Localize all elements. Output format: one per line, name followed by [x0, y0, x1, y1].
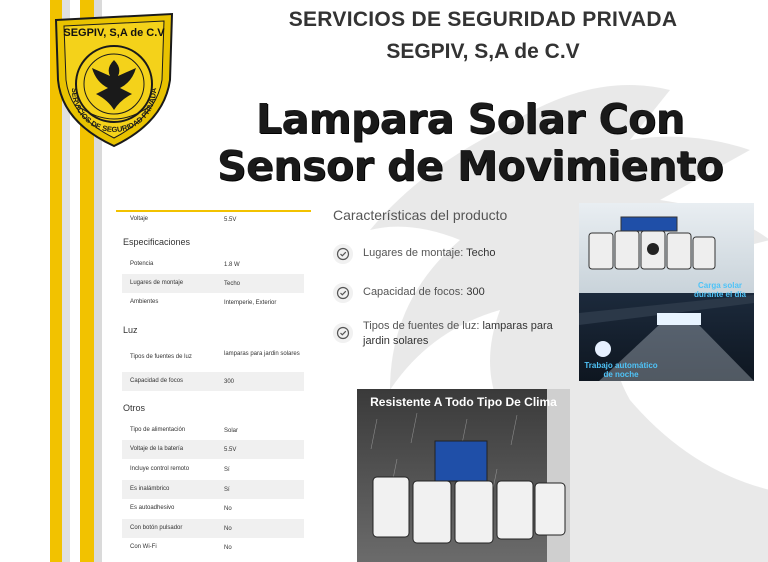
features-title: Características del producto	[333, 207, 508, 223]
logo-top-text: SEGPIV, S,A de C.V	[63, 27, 165, 39]
product-title-line1: Lampara Solar Con	[255, 95, 685, 143]
spec-value: 5.5V	[224, 447, 237, 453]
feature-value: Techo	[466, 247, 496, 259]
spec-value: Sí	[224, 467, 230, 473]
solar-lamp-rain-illustration	[357, 389, 570, 562]
company-name: SERVICIOS DE SEGURIDAD PRIVADA	[288, 8, 678, 31]
spec-row	[122, 293, 304, 312]
check-circle-icon	[333, 244, 353, 264]
spec-key: Es inalámbrico	[130, 486, 170, 492]
spec-key: Lugares de montaje	[130, 280, 184, 286]
spec-heading-otros: Otros	[123, 403, 146, 413]
spec-row	[122, 440, 304, 459]
spec-key: Potencia	[130, 261, 154, 267]
spec-value: Sí	[224, 487, 230, 493]
feature-label: Capacidad de focos:	[363, 286, 467, 298]
spec-row	[122, 344, 304, 372]
day-label: Carga solar durante el día	[693, 281, 746, 299]
feature-value: 300	[466, 286, 485, 298]
spec-key: Voltaje	[130, 216, 149, 222]
spec-value: No	[224, 506, 232, 512]
night-label: Trabajo automático de noche	[584, 361, 658, 379]
spec-row	[122, 480, 304, 499]
spec-key: Capacidad de focos	[130, 378, 184, 384]
svg-text:SERVICIOS DE SEGURIDAD PRIVADA: SERVICIOS DE SEGURIDAD PRIVADA	[69, 87, 159, 135]
spec-key: Con Wi-Fi	[130, 544, 157, 550]
spec-key: Con botón pulsador	[130, 525, 183, 531]
spec-value: Solar	[224, 428, 239, 434]
check-circle-icon	[333, 283, 353, 303]
spec-value: lamparas para jardin solares	[224, 351, 300, 357]
spec-value: Techo	[224, 281, 241, 287]
spec-key: Ambientes	[130, 299, 159, 305]
spec-value: 1.8 W	[224, 262, 240, 268]
spec-row	[122, 499, 304, 518]
spec-row	[122, 274, 304, 293]
spec-key: Es autoadhesivo	[130, 505, 175, 511]
spec-heading-luz: Luz	[123, 325, 138, 335]
spec-value: No	[224, 526, 232, 532]
company-legal-name: SEGPIV, S,A de C.V	[386, 40, 580, 63]
weather-title: Resistente A Todo Tipo De Clima	[370, 395, 557, 409]
spec-row	[122, 538, 304, 557]
spec-key: Tipo de alimentación	[130, 427, 186, 433]
spec-row	[122, 460, 304, 479]
spec-row	[122, 421, 304, 440]
spec-value: 300	[224, 379, 235, 385]
feature-label: Tipos de fuentes de luz:	[363, 320, 483, 332]
feature-value: lamparas para jardin solares	[363, 320, 553, 347]
product-photo-day-night	[579, 203, 754, 381]
product-photo-weather	[357, 389, 570, 562]
spec-key: Tipos de fuentes de luz	[130, 354, 192, 360]
spec-row	[122, 519, 304, 538]
feature-label: Lugares de montaje:	[363, 247, 467, 259]
spec-value: No	[224, 545, 232, 551]
spec-row	[122, 372, 304, 391]
spec-row	[122, 255, 304, 274]
spec-heading-especificaciones: Especificaciones	[123, 237, 191, 247]
logo-ring-text	[52, 10, 176, 150]
spec-table	[116, 200, 311, 562]
spec-value: 5.5V	[224, 217, 237, 223]
check-circle-icon	[333, 323, 353, 343]
product-title-line2: Sensor de Movimiento	[216, 142, 724, 190]
product-title	[190, 96, 750, 190]
spec-row	[122, 210, 304, 229]
spec-key: Voltaje de la batería	[130, 446, 184, 452]
spec-value: Intemperie, Exterior	[224, 300, 277, 306]
spec-key: Incluye control remoto	[130, 466, 190, 472]
